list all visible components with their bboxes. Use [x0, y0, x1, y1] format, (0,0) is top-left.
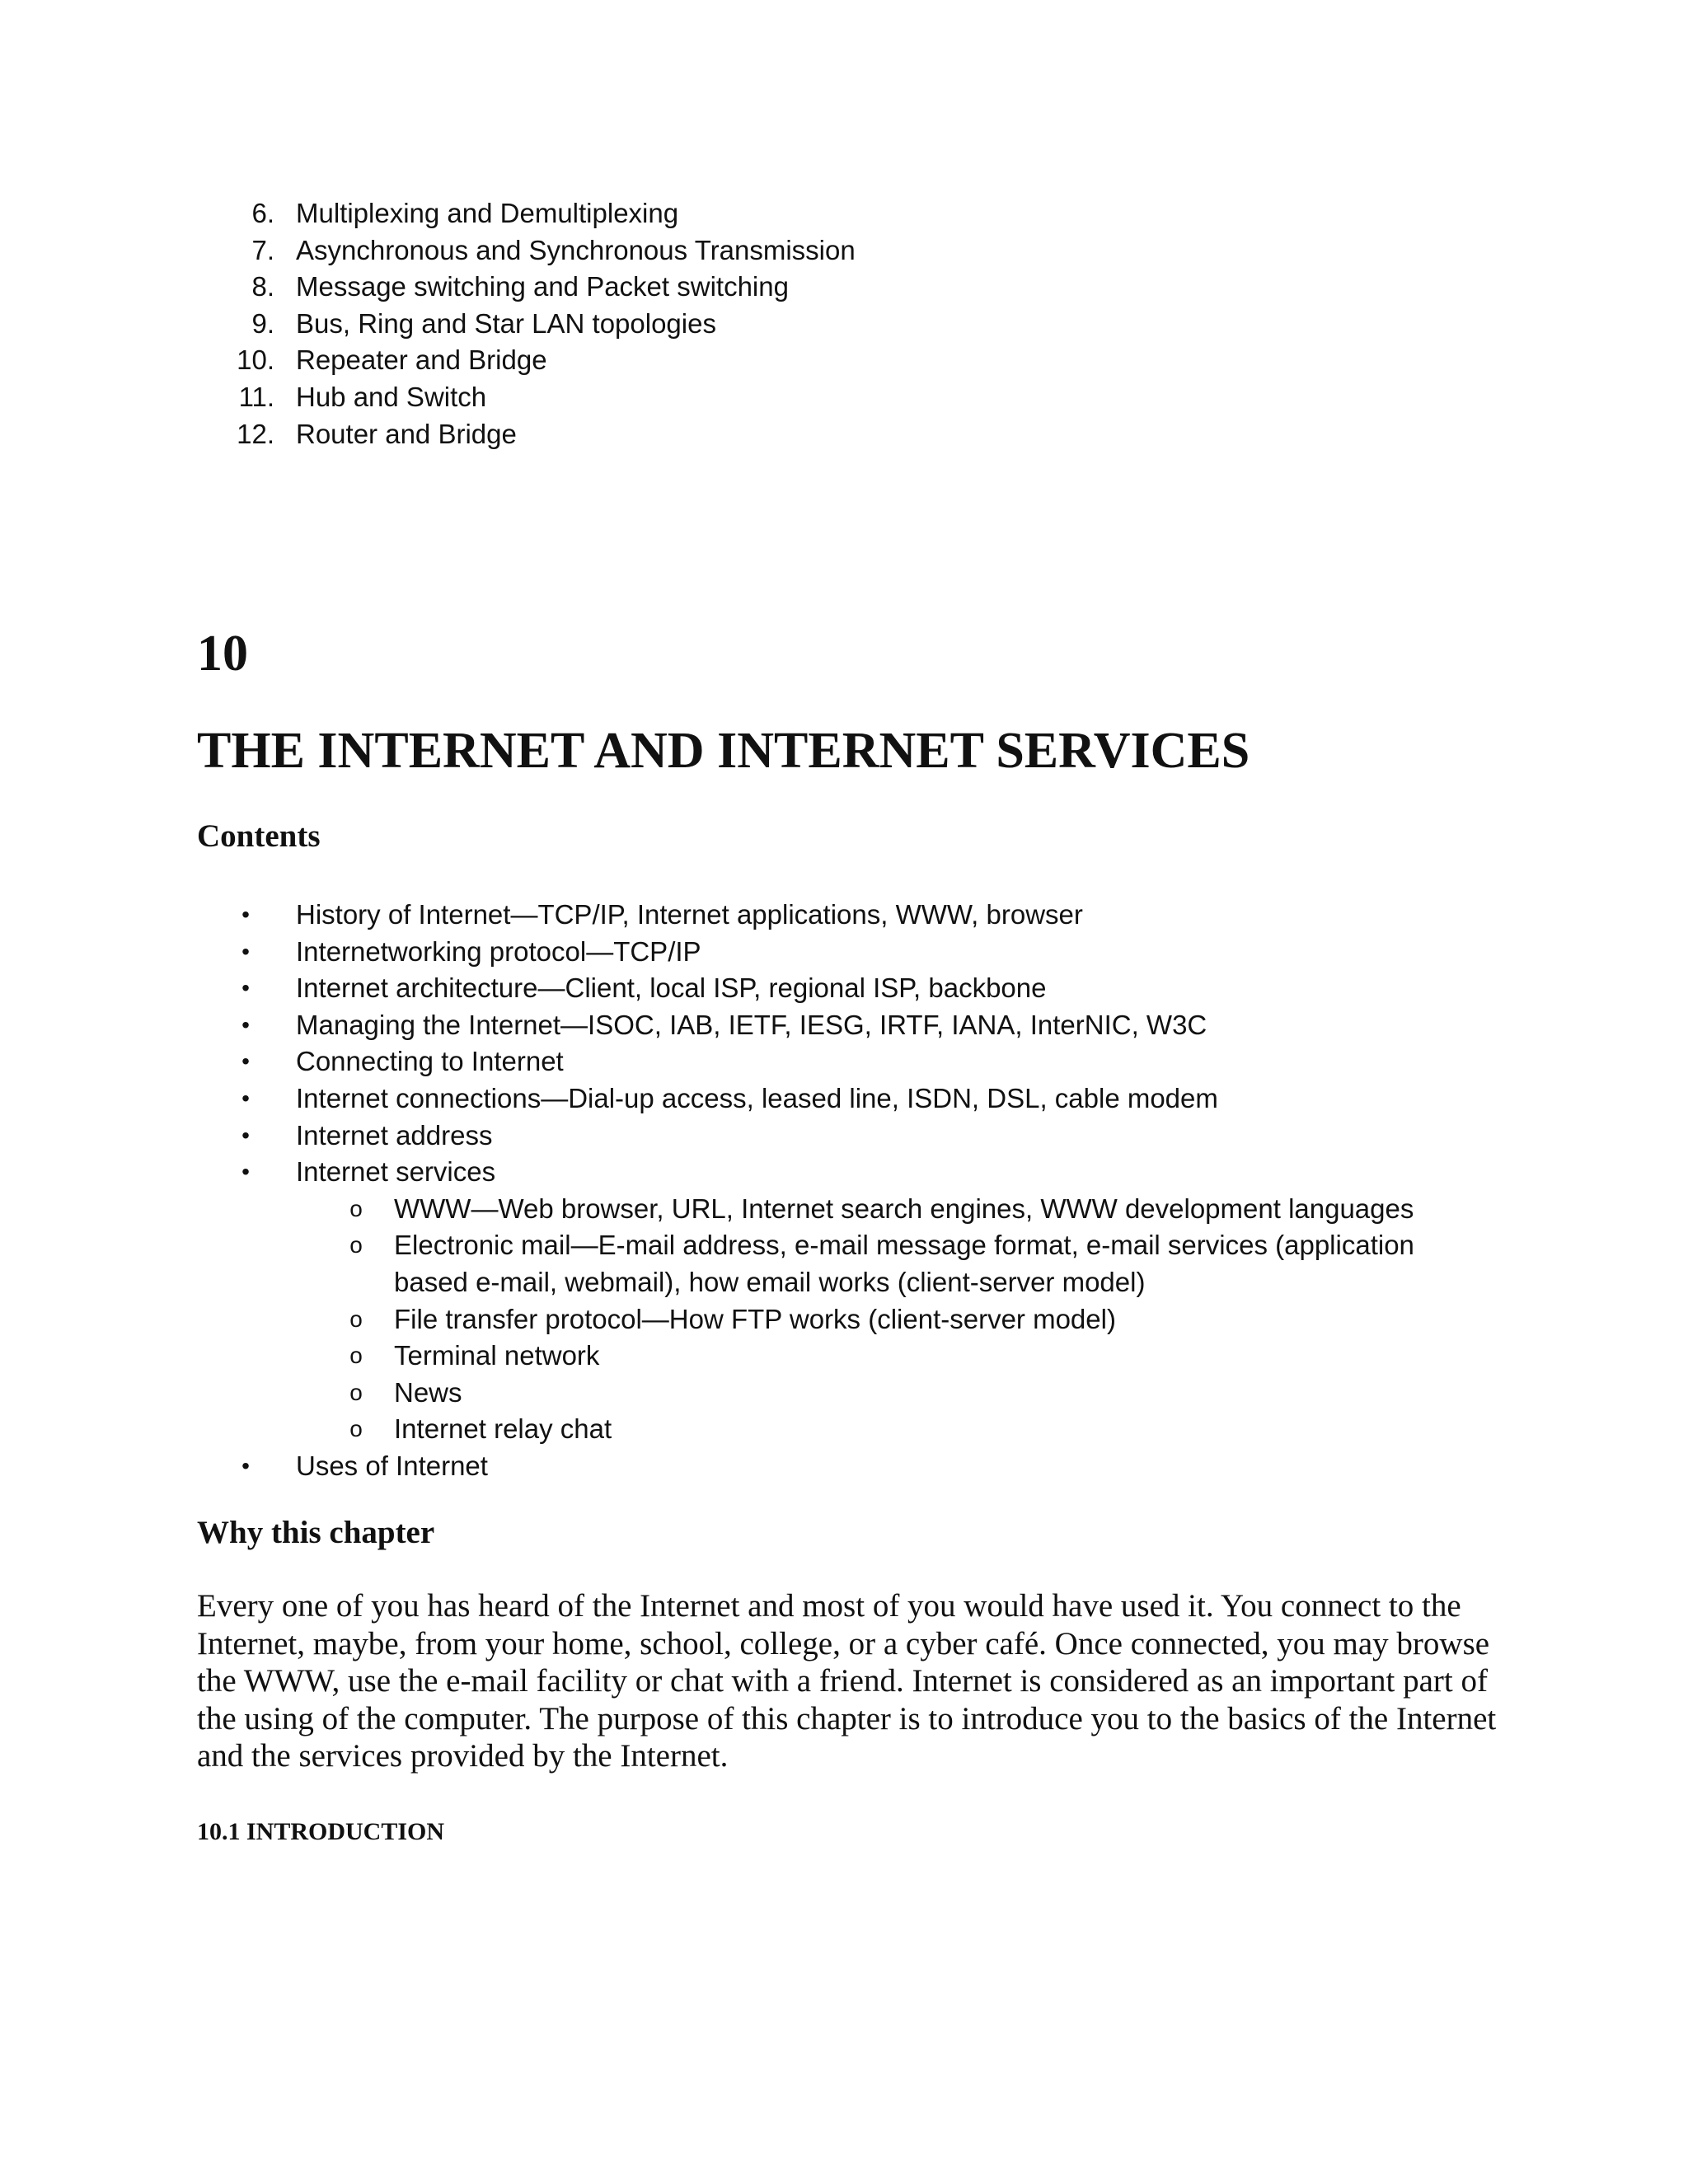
contents-item-text: Internet services — [296, 1156, 496, 1188]
numbered-topic-list — [196, 195, 856, 452]
chapter-number: 10 — [197, 626, 248, 682]
list-number: 10. — [237, 344, 274, 376]
contents-item-text: Managing the Internet—ISOC, IAB, IETF, IESG, IRTF, IANA, InterNIC, W3C — [296, 1009, 1207, 1040]
contents-item-text: Internetworking protocol—TCP/IP — [296, 935, 701, 967]
sub-bullet-icon: o — [349, 1343, 363, 1369]
contents-item — [196, 970, 1414, 1007]
contents-item — [196, 934, 1414, 971]
list-text: Router and Bridge — [296, 418, 517, 449]
list-number: 11. — [238, 381, 274, 412]
contents-item-text: Connecting to Internet — [296, 1046, 564, 1077]
contents-subitem — [196, 1338, 1414, 1375]
bullet-icon: • — [241, 975, 250, 1001]
list-text: Asynchronous and Synchronous Transmission — [296, 234, 856, 265]
list-text: Multiplexing and Demultiplexing — [296, 198, 679, 228]
list-item — [196, 379, 856, 416]
bullet-icon: • — [241, 1452, 250, 1479]
contents-item-text: History of Internet—TCP/IP, Internet applications, WWW, browser — [296, 899, 1083, 930]
list-number: 6. — [251, 198, 274, 228]
contents-item-text: Uses of Internet — [296, 1450, 488, 1481]
bullet-icon: • — [241, 1048, 250, 1075]
bullet-icon: • — [241, 1085, 250, 1111]
contents-item — [196, 1448, 1414, 1485]
contents-subitem-text: Electronic mail—E-mail address, e-mail message format, e-mail services (application — [394, 1230, 1414, 1261]
contents-subitem — [196, 1301, 1414, 1338]
list-item — [196, 232, 856, 269]
contents-subitem-text: News — [394, 1376, 462, 1408]
list-number: 7. — [251, 234, 274, 265]
list-item — [196, 306, 856, 343]
bullet-icon: • — [241, 1122, 250, 1148]
list-text: Message switching and Packet switching — [296, 271, 789, 302]
list-item — [196, 416, 856, 453]
contents-subitem — [196, 1191, 1414, 1228]
list-item — [196, 269, 856, 306]
contents-subitem-text: Terminal network — [394, 1340, 600, 1371]
bullet-icon: • — [241, 938, 250, 964]
contents-item-text: Internet address — [296, 1119, 493, 1151]
chapter-title: THE INTERNET AND INTERNET SERVICES — [197, 723, 1250, 779]
contents-subitem-text: Internet relay chat — [394, 1413, 612, 1445]
bullet-icon: • — [241, 1159, 250, 1185]
contents-heading: Contents — [197, 818, 321, 854]
contents-item — [196, 1043, 1414, 1080]
section-heading: 10.1 INTRODUCTION — [197, 1818, 445, 1845]
sub-bullet-icon: o — [349, 1379, 363, 1405]
list-number: 8. — [251, 271, 274, 302]
contents-subitem-text: WWW—Web browser, URL, Internet search engines, WWW development languages — [394, 1193, 1414, 1224]
why-chapter-paragraph: Every one of you has heard of the Internet and most of you would have used it. You connect to the Internet, maybe, from your home, school, college, or a cyber café. Once connected, you may browse the WWW, use the e-mail facility or chat with a friend. Internet is considered as an important part of the using of the computer. The purpose of this chapter is to introduce you to the basics of the Internet and the services provided by the Internet. — [197, 1588, 1497, 1774]
contents-subitem-text: File transfer protocol—How FTP works (client-server model) — [394, 1303, 1116, 1334]
sub-bullet-icon: o — [349, 1195, 363, 1221]
list-text: Hub and Switch — [296, 381, 487, 412]
contents-item-text: Internet architecture—Client, local ISP, regional ISP, backbone — [296, 972, 1047, 1004]
contents-list — [196, 897, 1414, 1485]
contents-subitem-text-continued: based e-mail, webmail), how email works (client-server model) — [394, 1266, 1146, 1297]
list-item — [196, 195, 856, 232]
list-text: Repeater and Bridge — [296, 344, 547, 376]
list-text: Bus, Ring and Star LAN topologies — [296, 307, 716, 339]
sub-bullet-icon: o — [349, 1416, 363, 1442]
contents-subitem — [196, 1411, 1414, 1448]
contents-item — [196, 1118, 1414, 1155]
contents-item — [196, 1007, 1414, 1044]
contents-item — [196, 1080, 1414, 1118]
contents-subitem — [196, 1227, 1414, 1301]
list-number: 9. — [251, 307, 274, 339]
contents-item — [196, 1154, 1414, 1191]
contents-item-text: Internet connections—Dial-up access, leased line, ISDN, DSL, cable modem — [296, 1082, 1218, 1113]
why-chapter-heading: Why this chapter — [197, 1515, 435, 1550]
sub-bullet-icon: o — [349, 1232, 363, 1258]
contents-item — [196, 897, 1414, 934]
bullet-icon: • — [241, 1011, 250, 1038]
sub-bullet-icon: o — [349, 1305, 363, 1332]
bullet-icon: • — [241, 902, 250, 927]
list-number: 12. — [237, 418, 274, 449]
list-item — [196, 342, 856, 379]
contents-subitem — [196, 1375, 1414, 1412]
